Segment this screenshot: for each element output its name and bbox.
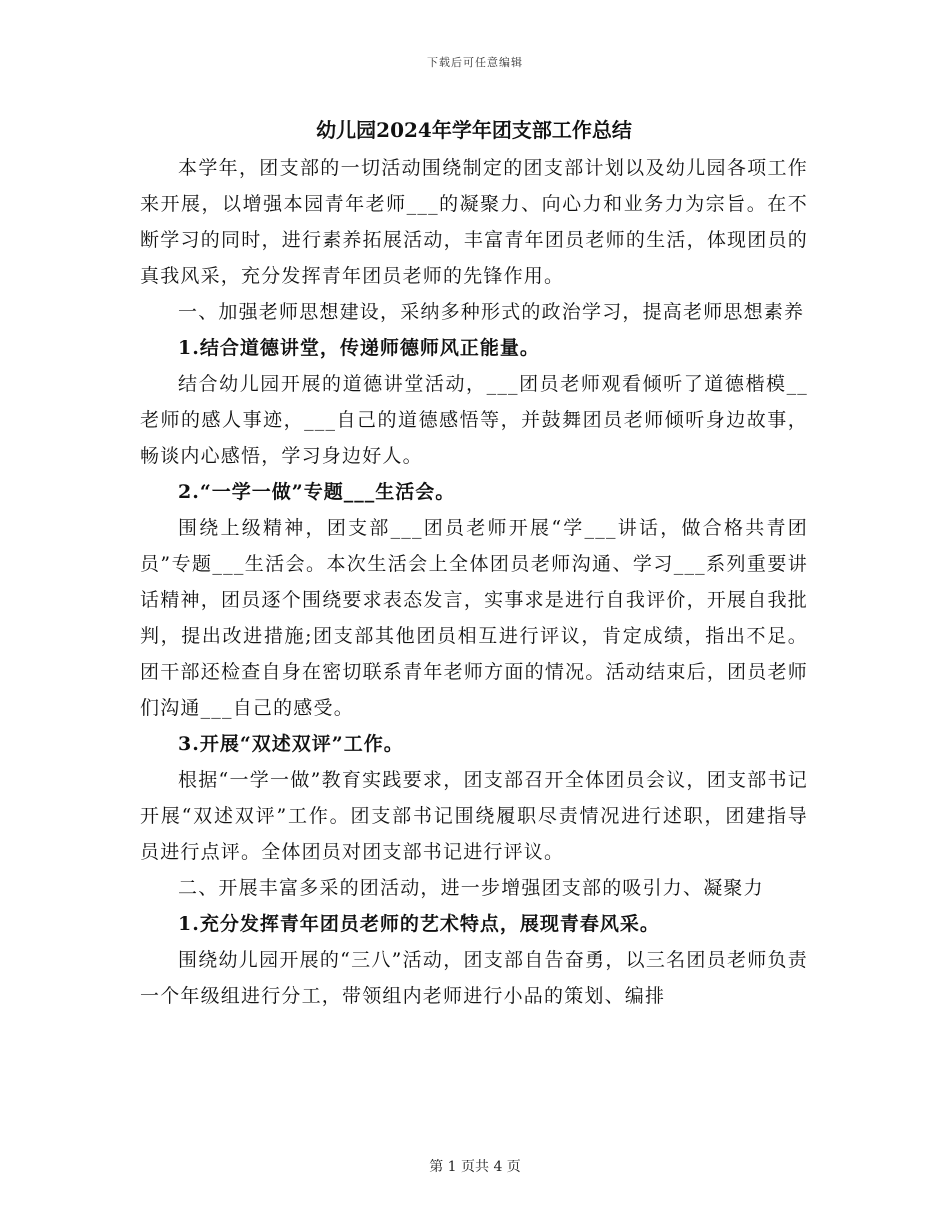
- section-one-heading: 一、加强老师思想建设，采纳多种形式的政治学习，提高老师思想素养: [178, 301, 805, 323]
- paragraph-1-1: 结合幼儿园开展的道德讲堂活动，___团员老师观看倾听了道德楷模__老师的感人事迹，___自己的道德感悟等，并鼓舞团员老师倾听身边故事，畅谈内心感悟，学习身边好人。: [140, 373, 808, 467]
- subheading-1-3: 3.开展“双述双评”工作。: [178, 733, 404, 755]
- subheading-1-2: 2.“一学一做”专题___生活会。: [178, 481, 456, 503]
- subheading-2-1: 1.充分发挥青年团员老师的艺术特点，展现青春风采。: [178, 913, 660, 935]
- subheading-1-1: 1.结合道德讲堂，传递师德师风正能量。: [178, 337, 540, 359]
- paragraph-1-2: 围绕上级精神，团支部___团员老师开展“学___讲话，做合格共青团员”专题___生活会。本次生活会上全体团员老师沟通、学习___系列重要讲话精神，团员逐个围绕要求表态发言，实事求是进行自我评价，开展自我批判，提出改进措施;团支部其他团员相互进行评议，肯定成绩，指出不足。团干部还检查自身在密切联系青年老师方面的情况。活动结束后，团员老师们沟通___自己的感受。: [140, 517, 808, 719]
- header-note: 下载后可任意编辑: [427, 56, 523, 69]
- section-two-heading: 二、开展丰富多采的团活动，进一步增强团支部的吸引力、凝聚力: [178, 877, 764, 899]
- document-title: 幼儿园2024年学年团支部工作总结: [316, 118, 632, 142]
- document-body: [140, 112, 808, 1014]
- page-footer: 第 1 页共 4 页: [429, 1159, 521, 1175]
- paragraph-intro: 本学年，团支部的一切活动围绕制定的团支部计划以及幼儿园各项工作来开展，以增强本园青年老师___的凝聚力、向心力和业务力为宗旨。在不断学习的同时，进行素养拓展活动，丰富青年团员老师的生活，体现团员的真我风采，充分发挥青年团员老师的先锋作用。: [140, 157, 808, 287]
- paragraph-1-3: 根据“一学一做”教育实践要求，团支部召开全体团员会议，团支部书记开展“双述双评”工作。团支部书记围绕履职尽责情况进行述职，团建指导员进行点评。全体团员对团支部书记进行评议。: [140, 769, 808, 863]
- paragraph-2-1: 围绕幼儿园开展的“三八”活动，团支部自告奋勇，以三名团员老师负责一个年级组进行分工，带领组内老师进行小品的策划、编排: [140, 949, 808, 1007]
